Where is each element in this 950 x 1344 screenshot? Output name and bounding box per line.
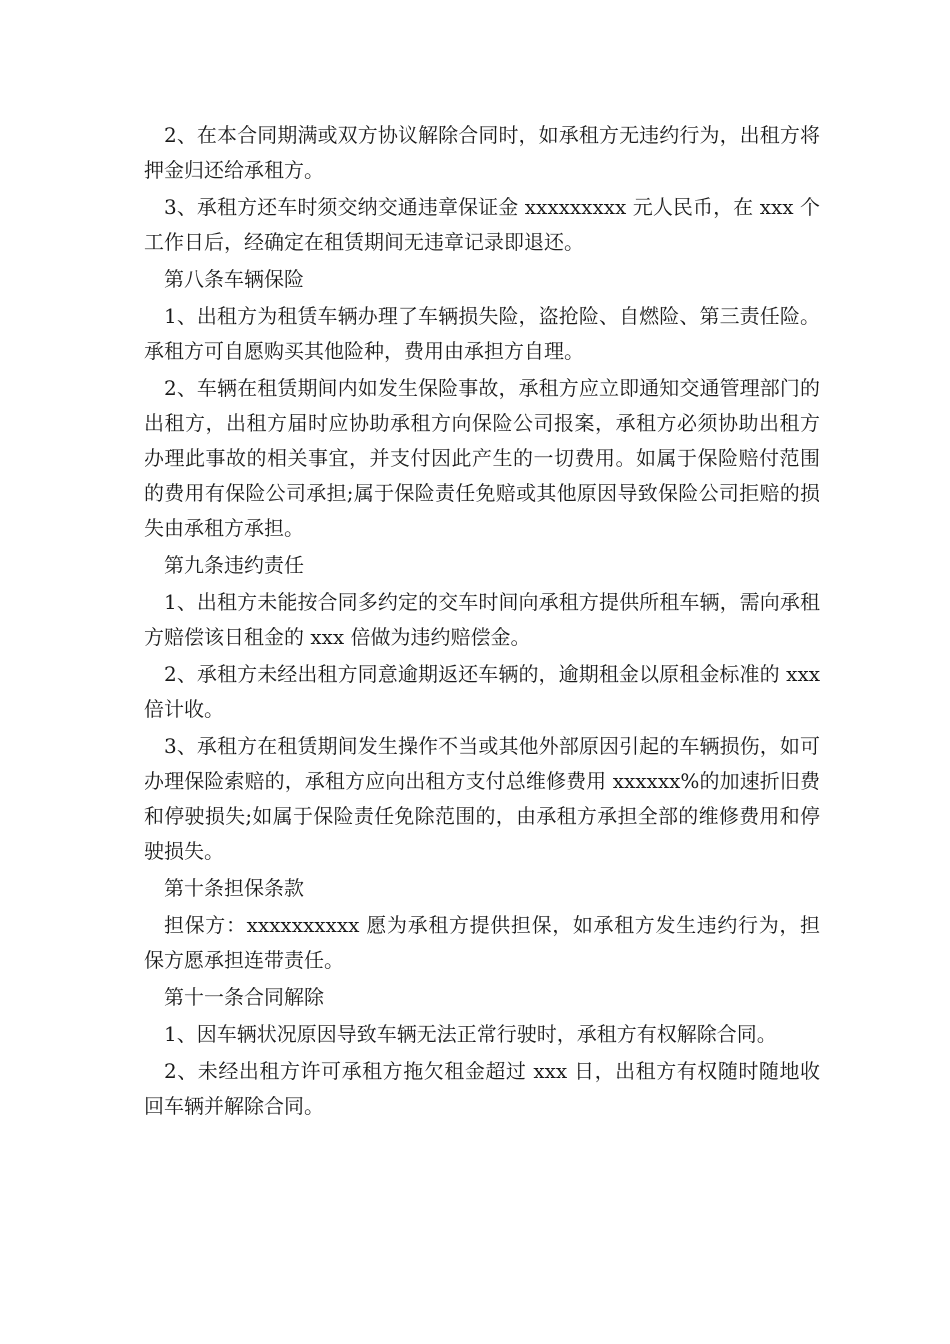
- paragraph-violation-deposit: 3、承租方还车时须交纳交通违章保证金 xxxxxxxxx 元人民币，在 xxx 个工作日后，经确定在租赁期间无违章记录即退还。: [144, 195, 820, 254]
- section-heading-termination: 第十一条合同解除: [164, 985, 324, 1009]
- section-heading-insurance: 第八条车辆保险: [164, 267, 304, 291]
- paragraph-deposit-return: 2、在本合同期满或双方协议解除合同时，如承租方无违约行为，出租方将押金归还给承租方。: [144, 123, 820, 182]
- paragraph-insurance-accident: 2、车辆在租赁期间内如发生保险事故，承租方应立即通知交通管理部门的出租方，出租方届时应协助承租方向保险公司报案，承租方必须协助出租方办理此事故的相关事宜，并支付因此产生的一切费用。如属于保险赔付范围的费用有保险公司承担;属于保险责任免赔或其他原因导致保险公司拒赔的损失由承租方承担。: [144, 376, 820, 540]
- section-heading-guarantee: 第十条担保条款: [164, 876, 304, 900]
- paragraph-termination-condition: 1、因车辆状况原因导致车辆无法正常行驶时，承租方有权解除合同。: [164, 1022, 777, 1046]
- paragraph-lessor-default: 1、出租方未能按合同多约定的交车时间向承租方提供所租车辆，需向承租方赔偿该日租金的 xxx 倍做为违约赔偿金。: [144, 590, 820, 649]
- paragraph-guarantor: 担保方：xxxxxxxxxx 愿为承租方提供担保，如承租方发生违约行为，担保方愿承担连带责任。: [144, 913, 820, 972]
- document-body: [144, 118, 820, 1126]
- paragraph-insurance-types: 1、出租方为租赁车辆办理了车辆损失险，盗抢险、自燃险、第三责任险。承租方可自愿购买其他险种，费用由承担方自理。: [144, 304, 820, 363]
- section-heading-liability: 第九条违约责任: [164, 553, 304, 577]
- paragraph-vehicle-damage: 3、承租方在租赁期间发生操作不当或其他外部原因引起的车辆损伤，如可办理保险索赔的，承租方应向出租方支付总维修费用 xxxxxx%的加速折旧费和停驶损失;如属于保险责任免除范围的，由承租方承担全部的维修费用和停驶损失。: [144, 734, 820, 863]
- paragraph-rent-arrears: 2、未经出租方许可承租方拖欠租金超过 xxx 日，出租方有权随时随地收回车辆并解除合同。: [144, 1059, 820, 1118]
- paragraph-overdue-return: 2、承租方未经出租方同意逾期返还车辆的，逾期租金以原租金标准的 xxx 倍计收。: [144, 662, 820, 721]
